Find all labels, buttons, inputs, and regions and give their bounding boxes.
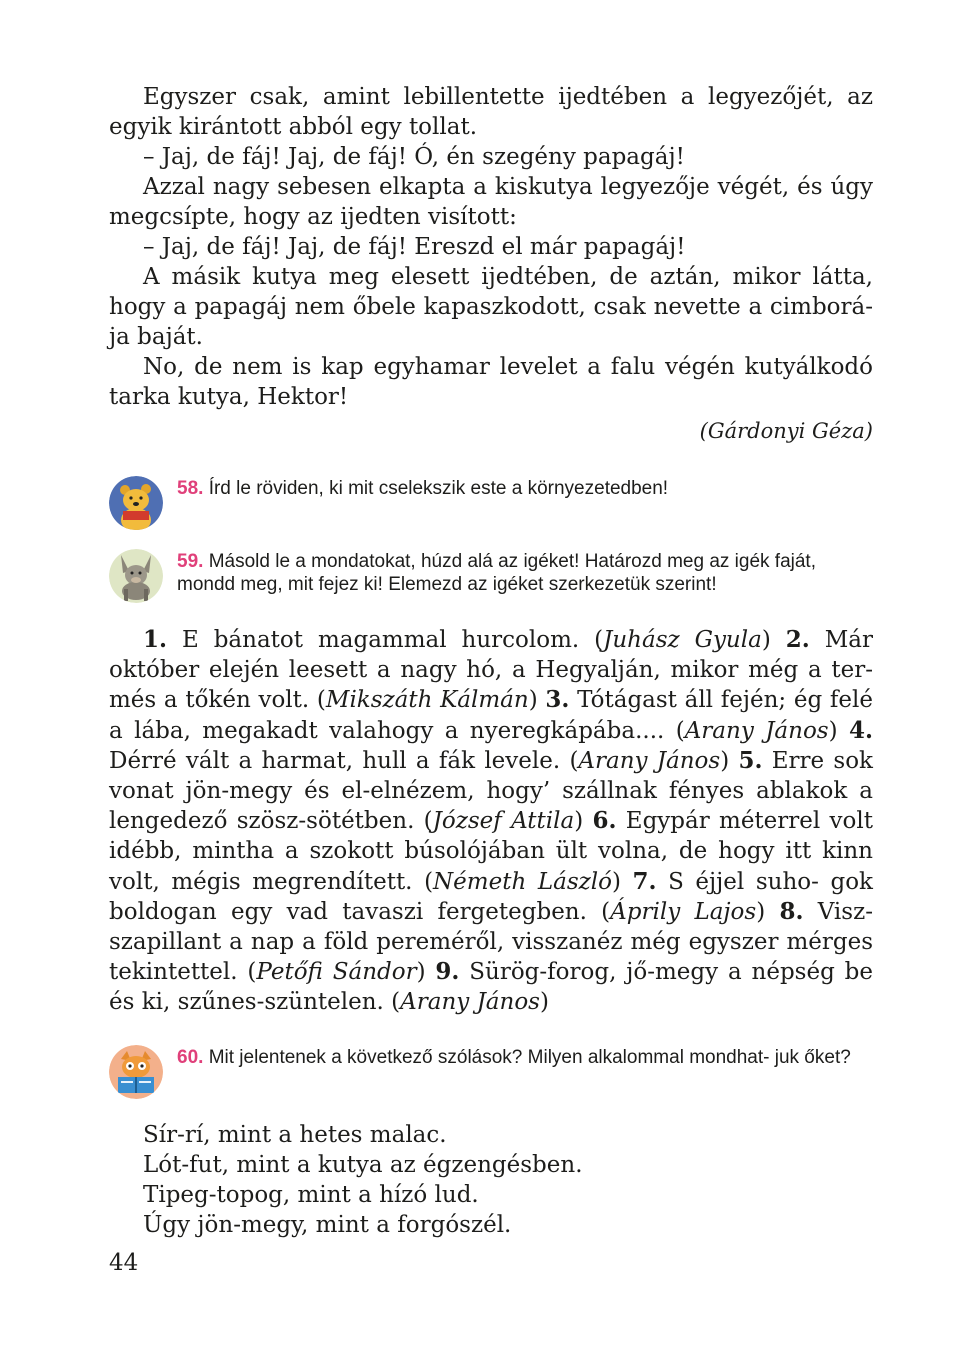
- saying: Tipeg-topog, mint a hízó lud.: [143, 1182, 479, 1208]
- sentence-number: 2.: [785, 626, 810, 653]
- task-59-text: [177, 550, 873, 596]
- saying: Lót-fut, mint a kutya az égzengésben.: [143, 1152, 583, 1178]
- sentence-number: 5.: [738, 746, 763, 774]
- sentence: Visz- szapillant a nap a föld pereméről, visszanéz még egyszer mérges tekintettel. (: [109, 898, 873, 986]
- page-number: 44: [109, 1250, 139, 1276]
- donkey-icon: [109, 549, 163, 603]
- saying: Úgy jön-megy, mint a forgószél.: [143, 1212, 512, 1238]
- author: Arany János: [684, 717, 829, 744]
- author: Arany János: [578, 747, 721, 774]
- task-59: [109, 549, 873, 609]
- sentence-end: ): [828, 717, 849, 744]
- task-58: [109, 476, 873, 536]
- author: Juhász Gyula: [603, 627, 762, 653]
- sentence-number: 3.: [545, 686, 570, 714]
- sentence-number: 8.: [779, 897, 804, 925]
- task-60: [109, 1045, 873, 1105]
- sentence-number: 6.: [592, 807, 617, 835]
- sentence-number: 4.: [848, 716, 873, 744]
- sentence: Erre sok vonat jön-megy és el-elnézem, hogy’ szállnak fényes ablakok a lengedező szösz-sötétben. (: [109, 747, 873, 835]
- story-text: [109, 82, 873, 412]
- author: Áprily Lajos: [610, 898, 757, 925]
- sentence-number: 7.: [632, 867, 657, 895]
- task-instruction: Mit jelentenek a következő szólások? Milyen alkalommal mondhat- juk őket?: [208, 1047, 851, 1068]
- paragraph: Azzal nagy sebesen elkapta a kiskutya legyezője végét, és úgy megcsípte, hogy az ijedten visított:: [109, 174, 873, 230]
- sentence-end: ): [761, 627, 786, 653]
- exercise-paragraph: [109, 625, 873, 1018]
- task-58-text: [177, 477, 873, 500]
- sentence: Sürög-forog, jő-megy a népség be és ki, szűnes-szüntelen. (: [109, 959, 873, 1016]
- sentence-end: ): [720, 747, 739, 774]
- task-instruction: Írd le röviden, ki mit cselekszik este a környezetedben!: [208, 478, 669, 499]
- author: Arany János: [400, 989, 540, 1016]
- author: József Attila: [432, 808, 575, 835]
- paragraph: Egyszer csak, amint lebillentette ijedtében a legyezőjét, az egyik kirántott abból egy tollat.: [109, 84, 873, 140]
- sentence-end: ): [756, 898, 780, 925]
- task-60-text: [177, 1046, 873, 1069]
- task-number: 60.: [177, 1047, 204, 1068]
- sentence-end: ): [611, 868, 633, 895]
- sayings-list: [143, 1120, 583, 1240]
- sentence: Tótágast áll fején; ég felé a lába, megakadt valahogy a nyeregkápába.... (: [109, 687, 873, 744]
- cat-reading-icon: [109, 1045, 163, 1099]
- sentence-end: ): [574, 808, 593, 835]
- paragraph: No, de nem is kap egyhamar levelet a falu végén kutyálkodó tarka kutya, Hektor!: [109, 354, 873, 410]
- sentence: Egypár méterrel volt idébb, mintha a szokott búsolójában ült volna, de hogy itt kinn volt, mégis megrendített. (: [109, 808, 873, 895]
- author: Németh László: [433, 868, 612, 895]
- paragraph: – Jaj, de fáj! Jaj, de fáj! Ereszd el már papagáj!: [143, 234, 686, 260]
- sentence: Dérré vált a harmat, hull a fák levele. (: [109, 747, 579, 774]
- task-number: 59.: [177, 551, 204, 572]
- saying: Sír-rí, mint a hetes malac.: [143, 1122, 447, 1148]
- task-number: 58.: [177, 478, 204, 499]
- bear-icon: [109, 476, 163, 530]
- author: Petőfi Sándor: [256, 959, 417, 986]
- paragraph: – Jaj, de fáj! Jaj, de fáj! Ó, én szegény papagáj!: [143, 144, 685, 170]
- exercise-sentences: [109, 625, 873, 1018]
- sentence: Már október elején leesett a nagy hó, a Hegyalján, mikor még a ter- més a tőkén volt. (: [109, 627, 873, 714]
- sentence-end: ): [416, 959, 436, 986]
- author: Mikszáth Kálmán: [325, 687, 529, 714]
- sentence: E bánatot magammal hurcolom. (: [167, 627, 604, 653]
- sentence-end: ): [540, 989, 549, 1016]
- paragraph: A másik kutya meg elesett ijedtében, de aztán, mikor látta, hogy a papagáj nem őbele kapaszkodott, csak nevette a cimborá- ja baját.: [109, 264, 873, 350]
- story-attribution: (Gárdonyi Géza): [699, 419, 873, 443]
- sentence-end: ): [528, 687, 546, 714]
- sentence: S éjjel suho- gok boldogan egy vad tavaszi fergetegben. (: [109, 868, 873, 925]
- sentence-number: 1.: [143, 626, 168, 653]
- task-instruction: Másold le a mondatokat, húzd alá az igéket! Határozd meg az igék faját, mondd meg, mit fejez ki! Elemezd az igéket szerkezetük szerint!: [177, 551, 816, 595]
- sentence-number: 9.: [435, 958, 460, 986]
